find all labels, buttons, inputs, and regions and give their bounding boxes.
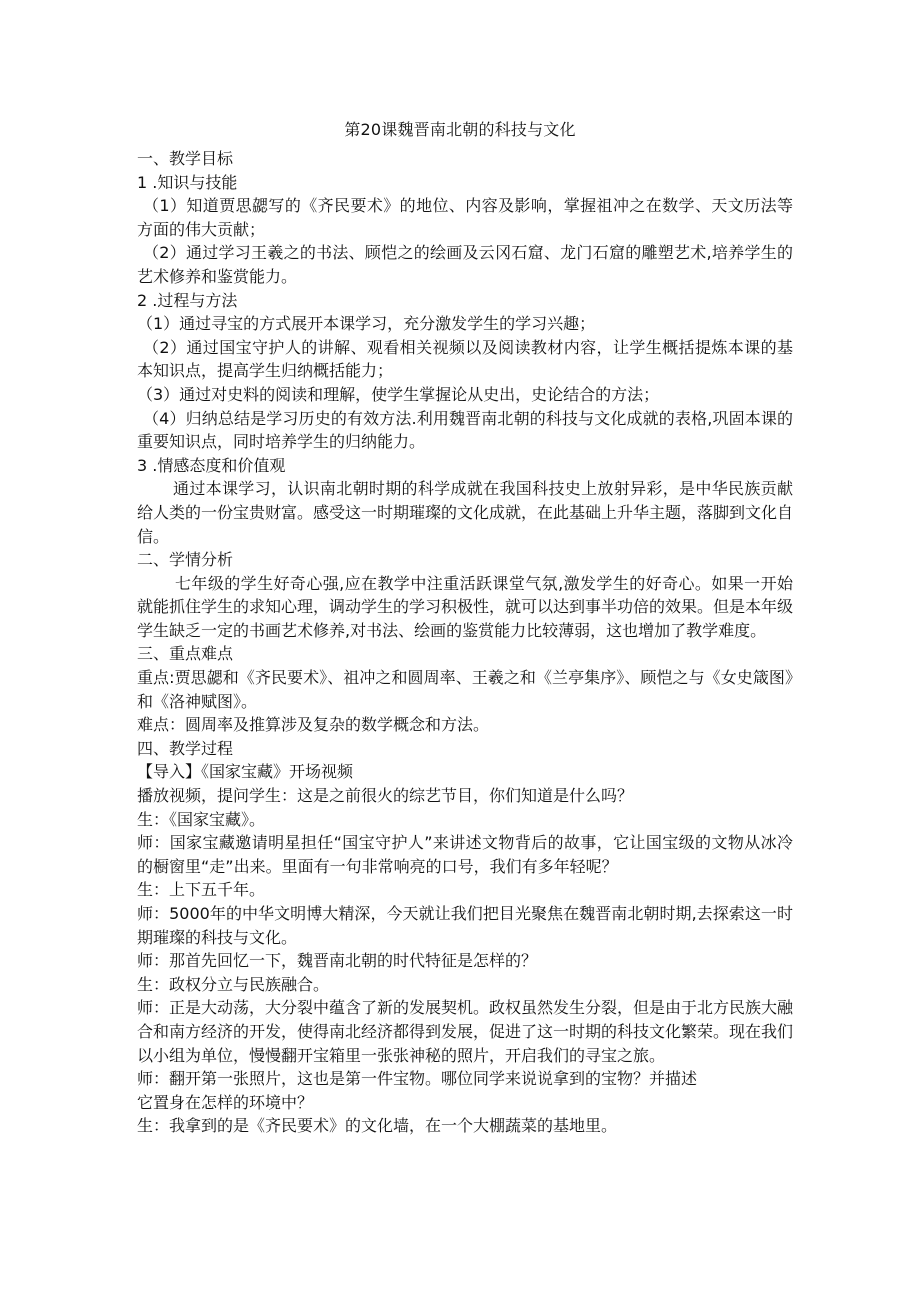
paragraph: 它置身在怎样的环境中？ [137,1092,314,1112]
section-heading-key-points: 三、重点难点 [137,644,234,664]
section-heading-analysis: 二、学情分析 [137,550,234,570]
paragraph: 播放视频，提问学生：这是之前很火的综艺节目，你们知道是什么吗？ [137,786,634,806]
paragraph: 生：政权分立与民族融合。 [137,974,330,994]
paragraph: （4）归纳总结是学习历史的有效方法.利用魏晋南北朝的科技与文化成就的表格,巩固本课的重要知识点，同时培养学生的归纳能力。 [137,408,793,452]
page-title: 第20课魏晋南北朝的科技与文化 [344,120,576,139]
paragraph: 师：正是大动荡，大分裂中蕴含了新的发展契机。政权虽然发生分裂，但是由于北方民族大融合和南方经济的开发，使得南北经济都得到发展，促进了这一时期的科技文化繁荣。现在我们以小组为单位，慢慢翻开宝箱里一张张神秘的照片，开启我们的寻宝之旅。 [137,998,794,1065]
paragraph: 生：上下五千年。 [137,880,266,900]
paragraph: （1）知道贾思勰写的《齐民要术》的地位、内容及影响，掌握祖冲之在数学、天文历法等方面的伟大贡献； [137,196,793,239]
paragraph: 难点：圆周率及推算涉及复杂的数学概念和方法。 [137,715,490,735]
paragraph: 七年级的学生好奇心强,应在教学中注重活跃课堂气氛,激发学生的好奇心。如果一开始就能抓住学生的求知心理，调动学生的学习积极性，就可以达到事半功倍的效果。但是本年级学生缺乏一定的书画艺术修养,对书法、绘画的鉴赏能力比较薄弱，这也增加了教学难度。 [137,573,794,640]
paragraph: （2）通过国宝守护人的讲解、观看相关视频以及阅读教材内容，让学生概括提炼本课的基本知识点，提高学生归纳概括能力； [137,337,793,381]
paragraph: 重点:贾思勰和《齐民要术》、祖冲之和圆周率、王羲之和《兰亭集序》、顾恺之与《女史箴图》和《洛神赋图》。 [137,668,793,711]
paragraph: （2）通过学习王羲之的书法、顾恺之的绘画及云冈石窟、龙门石窟的雕塑艺术,培养学生的艺术修养和鉴赏能力。 [137,243,793,286]
section-heading-process: 四、教学过程 [137,738,234,758]
paragraph: 师：翻开第一张照片，这也是第一件宝物。哪位同学来说说拿到的宝物？并描述 [137,1069,698,1089]
subheading-process-methods: 2 .过程与方法 [137,290,238,310]
subheading-attitude-values: 3 .情感态度和价值观 [137,455,286,475]
subheading-knowledge-skills: 1 .知识与技能 [137,172,238,192]
paragraph: 【导入】《国家宝藏》开场视频 [137,762,354,782]
paragraph: 师：国家宝藏邀请明星担任“国宝守护人”来讲述文物背后的故事，它让国宝级的文物从冰冷的橱窗里“走”出来。里面有一句非常响亮的口号，我们有多年轻呢？ [137,833,793,876]
paragraph: （1）通过寻宝的方式展开本课学习，充分激发学生的学习兴趣； [137,314,596,334]
section-heading-objectives: 一、教学目标 [137,149,234,168]
paragraph: 师：那首先回忆一下，魏晋南北朝的时代特征是怎样的？ [137,951,538,971]
paragraph: 师：5000年的中华文明博大精深，今天就让我们把目光聚焦在魏晋南北朝时期,去探索这一时期璀璨的科技与文化。 [137,904,793,947]
paragraph: 通过本课学习，认识南北朝时期的科学成就在我国科技史上放射异彩，是中华民族贡献给人类的一份宝贵财富。感受这一时期璀璨的文化成就，在此基础上升华主题，落脚到文化自信。 [137,479,794,546]
paragraph: 生：我拿到的是《齐民要术》的文化墙，在一个大棚蔬菜的基地里。 [137,1116,618,1136]
paragraph: 生：《国家宝藏》。 [137,809,266,829]
document-body [137,147,793,1138]
paragraph: （3）通过对史料的阅读和理解，使学生掌握论从史出，史论结合的方法； [137,384,660,404]
